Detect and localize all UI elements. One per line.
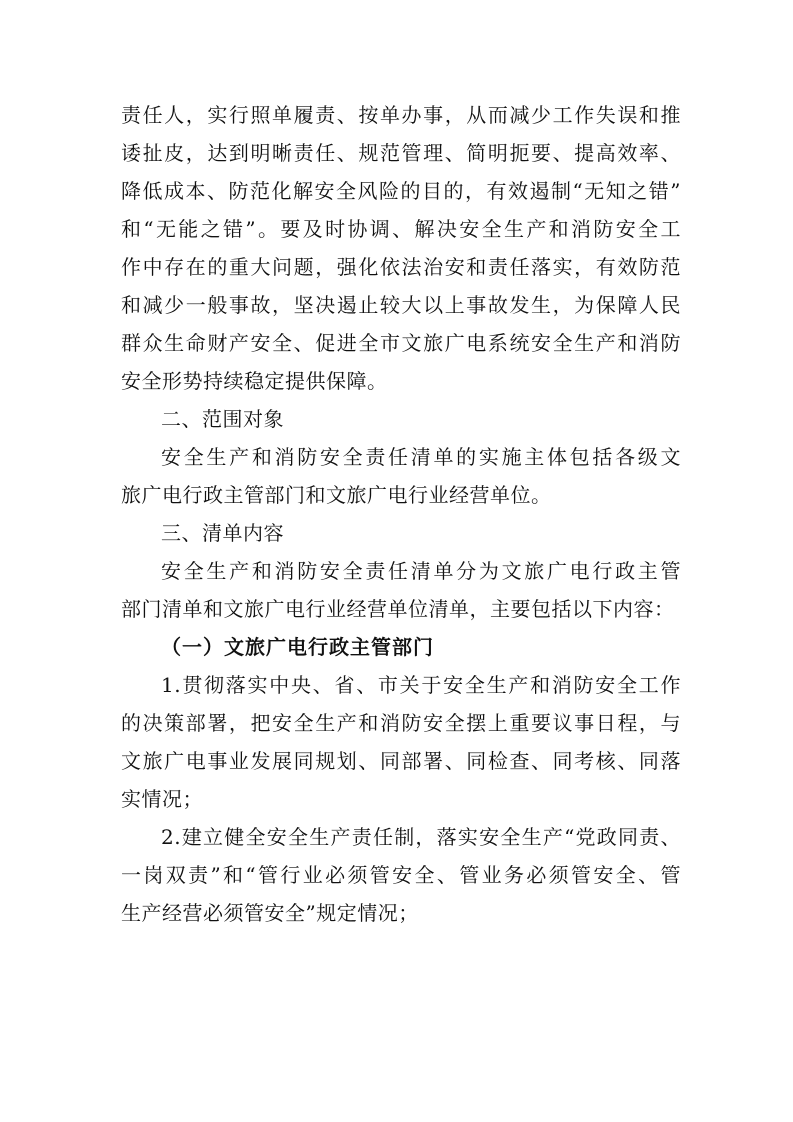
section-heading-scope: 二、范围对象 [161,407,284,431]
text-line: 部门清单和文旅广电行业经营单位清单，主要包括以下内容： [121,597,675,621]
text-line: 一岗双责”和“管行业必须管安全、管业务必须管安全、管 [121,863,681,887]
text-line: 1.贯彻落实中央、省、市关于安全生产和消防安全工作 [161,673,681,697]
text-line: 旅广电行政主管部门和文旅广电行业经营单位。 [121,483,552,507]
paragraph-purpose [121,96,681,400]
text-line: 和减少一般事故，坚决遏止较大以上事故发生，为保障人民 [121,293,681,317]
text-line: 安全生产和消防安全责任清单的实施主体包括各级文 [161,445,681,469]
paragraph-scope [121,438,681,514]
text-line: 的决策部署，把安全生产和消防安全摆上重要议事日程，与 [121,711,681,735]
section-heading-content: 三、清单内容 [161,521,284,545]
text-line: 群众生命财产安全、促进全市文旅广电系统安全生产和消防 [121,331,681,355]
subsection-heading-admin-dept: （一）文旅广电行政主管部门 [161,635,434,659]
document-body [121,96,681,932]
text-line: 2.建立健全安全生产责任制，落实安全生产“党政同责、 [161,825,681,849]
paragraph-content [121,552,681,628]
text-line: 安全形势持续稳定提供保障。 [121,369,388,393]
text-line: 生产经营必须管安全”规定情况； [121,901,419,925]
list-item [121,818,681,932]
text-line: 和“无能之错”。要及时协调、解决安全生产和消防安全工 [121,217,681,241]
text-line: 作中存在的重大问题，强化依法治安和责任落实，有效防范 [121,255,681,279]
text-line: 责任人，实行照单履责、按单办事，从而减少工作失误和推 [121,103,681,127]
list-item [121,666,681,818]
text-line: 降低成本、防范化解安全风险的目的，有效遏制“无知之错” [121,179,681,203]
text-line: 文旅广电事业发展同规划、同部署、同检查、同考核、同落 [121,749,681,773]
text-line: 诿扯皮，达到明晰责任、规范管理、简明扼要、提高效率、 [121,141,681,165]
text-line: 实情况； [121,787,203,811]
text-line: 安全生产和消防安全责任清单分为文旅广电行政主管 [161,559,681,583]
